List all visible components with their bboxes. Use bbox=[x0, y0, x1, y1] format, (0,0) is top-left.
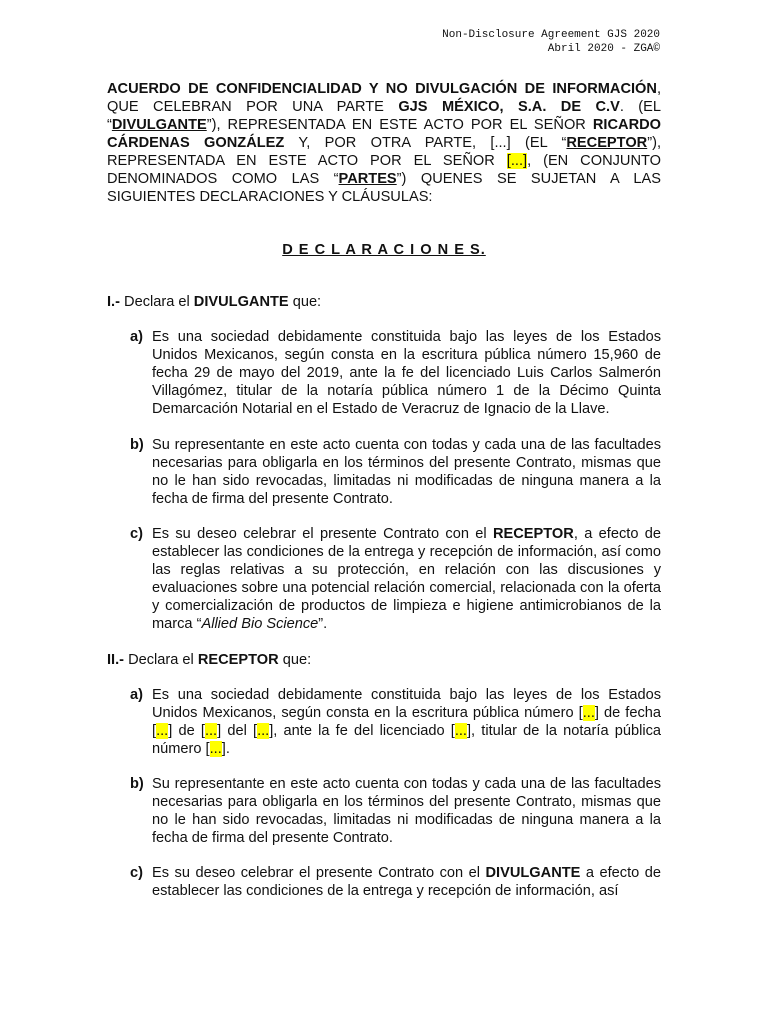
header-date: Abril 2020 - ZGA© bbox=[547, 43, 660, 55]
clause-text bbox=[152, 686, 661, 758]
section-heading-2 bbox=[107, 651, 311, 669]
section-text: Declara el bbox=[119, 294, 194, 310]
clause-text-part: Es su deseo celebrar el presente Contrato con el bbox=[152, 526, 493, 542]
receptor-term: RECEPTOR bbox=[566, 135, 648, 151]
clause-text-part: ] del [ bbox=[217, 723, 258, 739]
clause-text-part: ], titular de la notaría pública número [ bbox=[152, 723, 661, 757]
section-text: que: bbox=[288, 294, 322, 310]
section-party: DIVULGANTE bbox=[193, 294, 289, 310]
brand-name: Allied Bio Science bbox=[201, 616, 319, 632]
clause-text: Su representante en este acto cuenta con todas y cada una de las facultades necesarias para obligarla en los términos del presente Contrato, mismas que no le han sido revocadas, limitadas ni modificadas de ninguna manera a la fecha de firma del presente Contrato. bbox=[152, 437, 661, 507]
section-party: RECEPTOR bbox=[197, 652, 279, 668]
clause-label: a) bbox=[130, 329, 143, 345]
company-name: GJS MÉXICO, S.A. DE C.V bbox=[398, 99, 620, 115]
section-heading-1 bbox=[107, 293, 321, 311]
clause-text-part: ] de [ bbox=[168, 723, 205, 739]
section-title: D E C L A R A C I O N E S. bbox=[282, 242, 486, 258]
clause-text-part: ], ante la fe del licenciado [ bbox=[269, 723, 455, 739]
placeholder-highlight: ... bbox=[257, 723, 270, 739]
clause-text bbox=[152, 525, 661, 633]
clause-1a bbox=[130, 328, 661, 418]
intro-text: . (EL “ bbox=[107, 99, 661, 133]
divulgante-term: DIVULGANTE bbox=[485, 865, 581, 881]
clause-text-part: ”. bbox=[318, 616, 328, 632]
header-title: Non-Disclosure Agreement GJS 2020 bbox=[442, 29, 660, 41]
representative-name: RICARDO CÁRDENAS GONZÁLEZ bbox=[107, 117, 661, 151]
section-number: II.- bbox=[107, 652, 125, 668]
intro-paragraph bbox=[107, 80, 661, 206]
clause-1b bbox=[130, 436, 661, 508]
divulgante-term: DIVULGANTE bbox=[111, 117, 207, 133]
clause-text-part: Es una sociedad debidamente constituida bajo las leyes de los Estados Unidos Mexicanos, según consta en la escritura pública número [ bbox=[152, 687, 661, 721]
clause-text: Es una sociedad debidamente constituida bajo las leyes de los Estados Unidos Mexicanos, según consta en la escritura pública número 15,960 de fecha 29 de mayo del 2019, ante la fe del licenciado Luis Carlos Salmerón Villagómez, titular de la notaría pública número 1 de la Décimo Quinta Demarcación Notarial en el Estado de Veracruz de Ignacio de la Llave. bbox=[152, 329, 661, 417]
partes-term: PARTES bbox=[338, 171, 397, 187]
placeholder-highlight: ... bbox=[209, 741, 222, 757]
clause-text-part: ]. bbox=[221, 741, 230, 757]
intro-text: ”), REPRESENTADA EN ESTE ACTO POR EL SEÑOR bbox=[107, 135, 661, 169]
clause-2c bbox=[130, 864, 661, 900]
intro-text: ”), REPRESENTADA EN ESTE ACTO POR EL SEÑOR bbox=[206, 117, 593, 133]
clause-2b bbox=[130, 775, 661, 847]
clause-text-part: ] de fecha [ bbox=[152, 705, 661, 739]
intro-text: , (EN CONJUNTO DENOMINADOS COMO LAS “ bbox=[107, 153, 661, 187]
placeholder-highlight: ... bbox=[156, 723, 169, 739]
agreement-title: ACUERDO DE CONFIDENCIALIDAD Y NO DIVULGACIÓN DE INFORMACIÓN bbox=[107, 81, 657, 97]
clause-1c bbox=[130, 525, 661, 633]
section-text: que: bbox=[278, 652, 312, 668]
intro-text: , QUE CELEBRAN POR UNA PARTE bbox=[107, 81, 661, 115]
intro-text: ”) QUENES SE SUJETAN A LAS SIGUIENTES DECLARACIONES Y CLÁUSULAS: bbox=[107, 171, 661, 205]
clause-label: c) bbox=[130, 526, 143, 542]
clause-label: b) bbox=[130, 776, 144, 792]
clause-label: b) bbox=[130, 437, 144, 453]
clause-text-part: , a efecto de establecer las condiciones de la entrega y recepción de información, así como las reglas relativas a su protección, en relación con las discusiones y evaluaciones sobre una potencial relación comercial, relacionada con la oferta y comercialización de productos de limpieza e higiene antimicrobianos de la marca “ bbox=[152, 526, 662, 632]
section-number: I.- bbox=[107, 294, 120, 310]
intro-text: Y, POR OTRA PARTE, [...] (EL “ bbox=[284, 135, 567, 151]
placeholder-highlight: ... bbox=[204, 723, 218, 739]
clause-text: Su representante en este acto cuenta con todas y cada una de las facultades necesarias para obligarla en los términos del presente Contrato, mismas que no le han sido revocadas, limitadas ni modificadas de ninguna manera a la fecha de firma del presente Contrato. bbox=[152, 776, 661, 846]
receptor-term: RECEPTOR bbox=[493, 526, 574, 542]
placeholder-highlight: ... bbox=[454, 723, 467, 739]
placeholder-highlight: ... bbox=[582, 705, 595, 721]
running-header bbox=[442, 28, 660, 56]
clause-label: c) bbox=[130, 865, 143, 881]
section-text: Declara el bbox=[124, 652, 198, 668]
clause-text bbox=[152, 864, 661, 900]
clause-label: a) bbox=[130, 687, 143, 703]
placeholder-highlight: [...] bbox=[506, 153, 528, 169]
clause-text-part: Es su deseo celebrar el presente Contrato con el bbox=[152, 865, 486, 881]
clause-2a bbox=[130, 686, 661, 758]
clause-text-part: a efecto de establecer las condiciones de la entrega y recepción de información, así bbox=[152, 865, 661, 899]
